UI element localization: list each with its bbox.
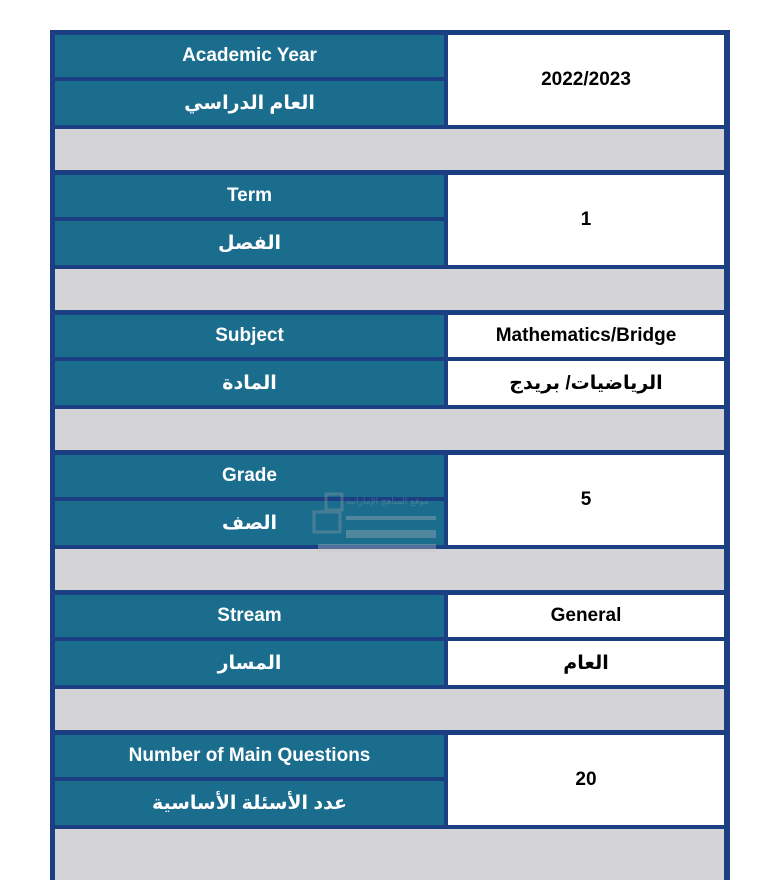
subject-value-en: Mathematics/Bridge xyxy=(448,315,724,357)
stream-value-en: General xyxy=(448,595,724,637)
grade-value: 5 xyxy=(448,455,724,545)
academic-year-label-ar: العام الدراسي xyxy=(55,81,444,125)
row-separator xyxy=(55,549,724,590)
subject-value-ar: الرياضيات/ بريدج xyxy=(448,361,724,405)
grade-label-en: Grade xyxy=(55,455,444,497)
stream-value-ar: العام xyxy=(448,641,724,685)
row-separator xyxy=(55,689,724,730)
questions-label-ar: عدد الأسئلة الأساسية xyxy=(55,781,444,825)
watermark-text: موقع المناهج الإماراتية xyxy=(346,497,429,507)
stream-label-en: Stream xyxy=(55,595,444,637)
subject-label-ar: المادة xyxy=(55,361,444,405)
term-label-ar: الفصل xyxy=(55,221,444,265)
row-separator xyxy=(55,269,724,310)
stream-label-ar: المسار xyxy=(55,641,444,685)
grade-label-ar: الصف xyxy=(55,501,444,545)
row-separator xyxy=(55,409,724,450)
row-separator xyxy=(55,829,724,880)
info-table xyxy=(50,30,730,880)
term-value: 1 xyxy=(448,175,724,265)
term-label-en: Term xyxy=(55,175,444,217)
academic-year-label-en: Academic Year xyxy=(55,35,444,77)
questions-label-en: Number of Main Questions xyxy=(55,735,444,777)
academic-year-value: 2022/2023 xyxy=(448,35,724,125)
questions-value: 20 xyxy=(448,735,724,825)
row-separator xyxy=(55,129,724,170)
subject-label-en: Subject xyxy=(55,315,444,357)
